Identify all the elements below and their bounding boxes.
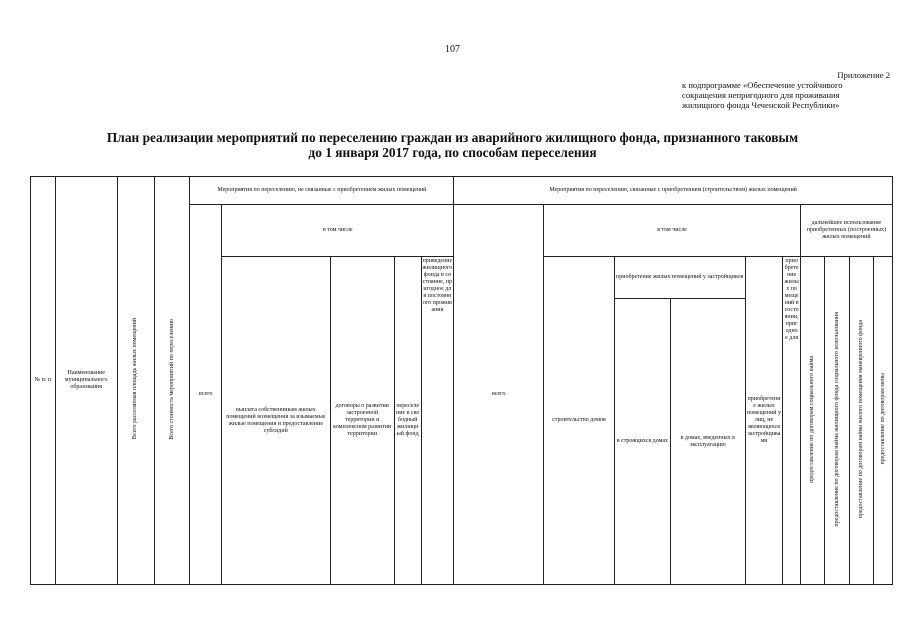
appendix-note (682, 70, 890, 110)
r-including-header: в том числе (544, 205, 801, 257)
r-total-header: всего (454, 205, 544, 585)
use-maneuver-header: предоставление по договорам найма жилого помещения маневренного фонда (849, 257, 874, 585)
nr-total-header: всего (190, 205, 222, 585)
r-in-progress-header: в строящихся домах (614, 299, 670, 585)
use-social-fund-header: предоставление по договорам найма жилищного фонда социального использования (825, 257, 850, 585)
use-social-header: предоставление по договорам социального найма (800, 257, 825, 585)
use-exchange-header: предоставление по договорам мены (874, 257, 893, 585)
appendix-line: жилищного фонда Чеченской Республики» (682, 100, 840, 110)
col-municipality-header: Наименование муниципального образования (55, 177, 117, 585)
document-title (30, 130, 875, 160)
r-purchase-dev-header: приобретение жилых помещений у застройщиков (614, 257, 745, 299)
group-not-related-header: Мероприятия по переселению, не связанные с приобретением жилых помещений (190, 177, 454, 205)
col-area-header: Всего расселяемая площадь жилых помещений (117, 177, 154, 585)
r-in-operation-header: в домах, введенных в эксплуатацию (670, 299, 745, 585)
col-cost-header: Всего стоимость мероприятий по переселению (154, 177, 190, 585)
title-line-2: до 1 января 2017 года, по способам переселения (308, 145, 597, 160)
nr-resettle-header: переселение в свободный жилищный фонд (394, 257, 421, 585)
nr-contracts-header: договоры о развитии застроенной территории и комплексном развитии территории (330, 257, 394, 585)
r-construction-header: строительство домов (544, 257, 615, 585)
nr-including-header: в том числе (222, 205, 454, 257)
nr-payment-header: выплата собственникам жилых помещений возмещения за изымаемые жилые помещения и предоставление субсидий (222, 257, 330, 585)
appendix-line: сокращения непригодного для проживания (682, 90, 840, 100)
resettlement-plan-table (30, 176, 893, 585)
title-line-1: План реализации мероприятий по переселению граждан из аварийного жилищного фонда, признанного таковым (106, 130, 799, 145)
r-purchase-non-dev-header: приобретение жилых помещений у лиц, не являющихся застройщиками (745, 257, 783, 585)
nr-bringing-header: приведение жилищного фонда в состояние, пригодное для постоянного проживания (421, 257, 454, 585)
page-number: 107 (445, 44, 460, 55)
group-related-header: Мероприятия по переселению, связанные с приобретением (строительством) жилых помещений (454, 177, 893, 205)
appendix-label: Приложение 2 (837, 70, 890, 80)
col-number-header: № п/ п (31, 177, 56, 585)
appendix-line: к подпрограмме «Обеспечение устойчивого (682, 80, 843, 90)
r-purchase-converted-header: приобретение жилых помещений в состоянии, пригодное для (783, 257, 800, 585)
further-use-header: дальнейшее использование приобретенных (построенных) жилых помещений (800, 205, 892, 257)
